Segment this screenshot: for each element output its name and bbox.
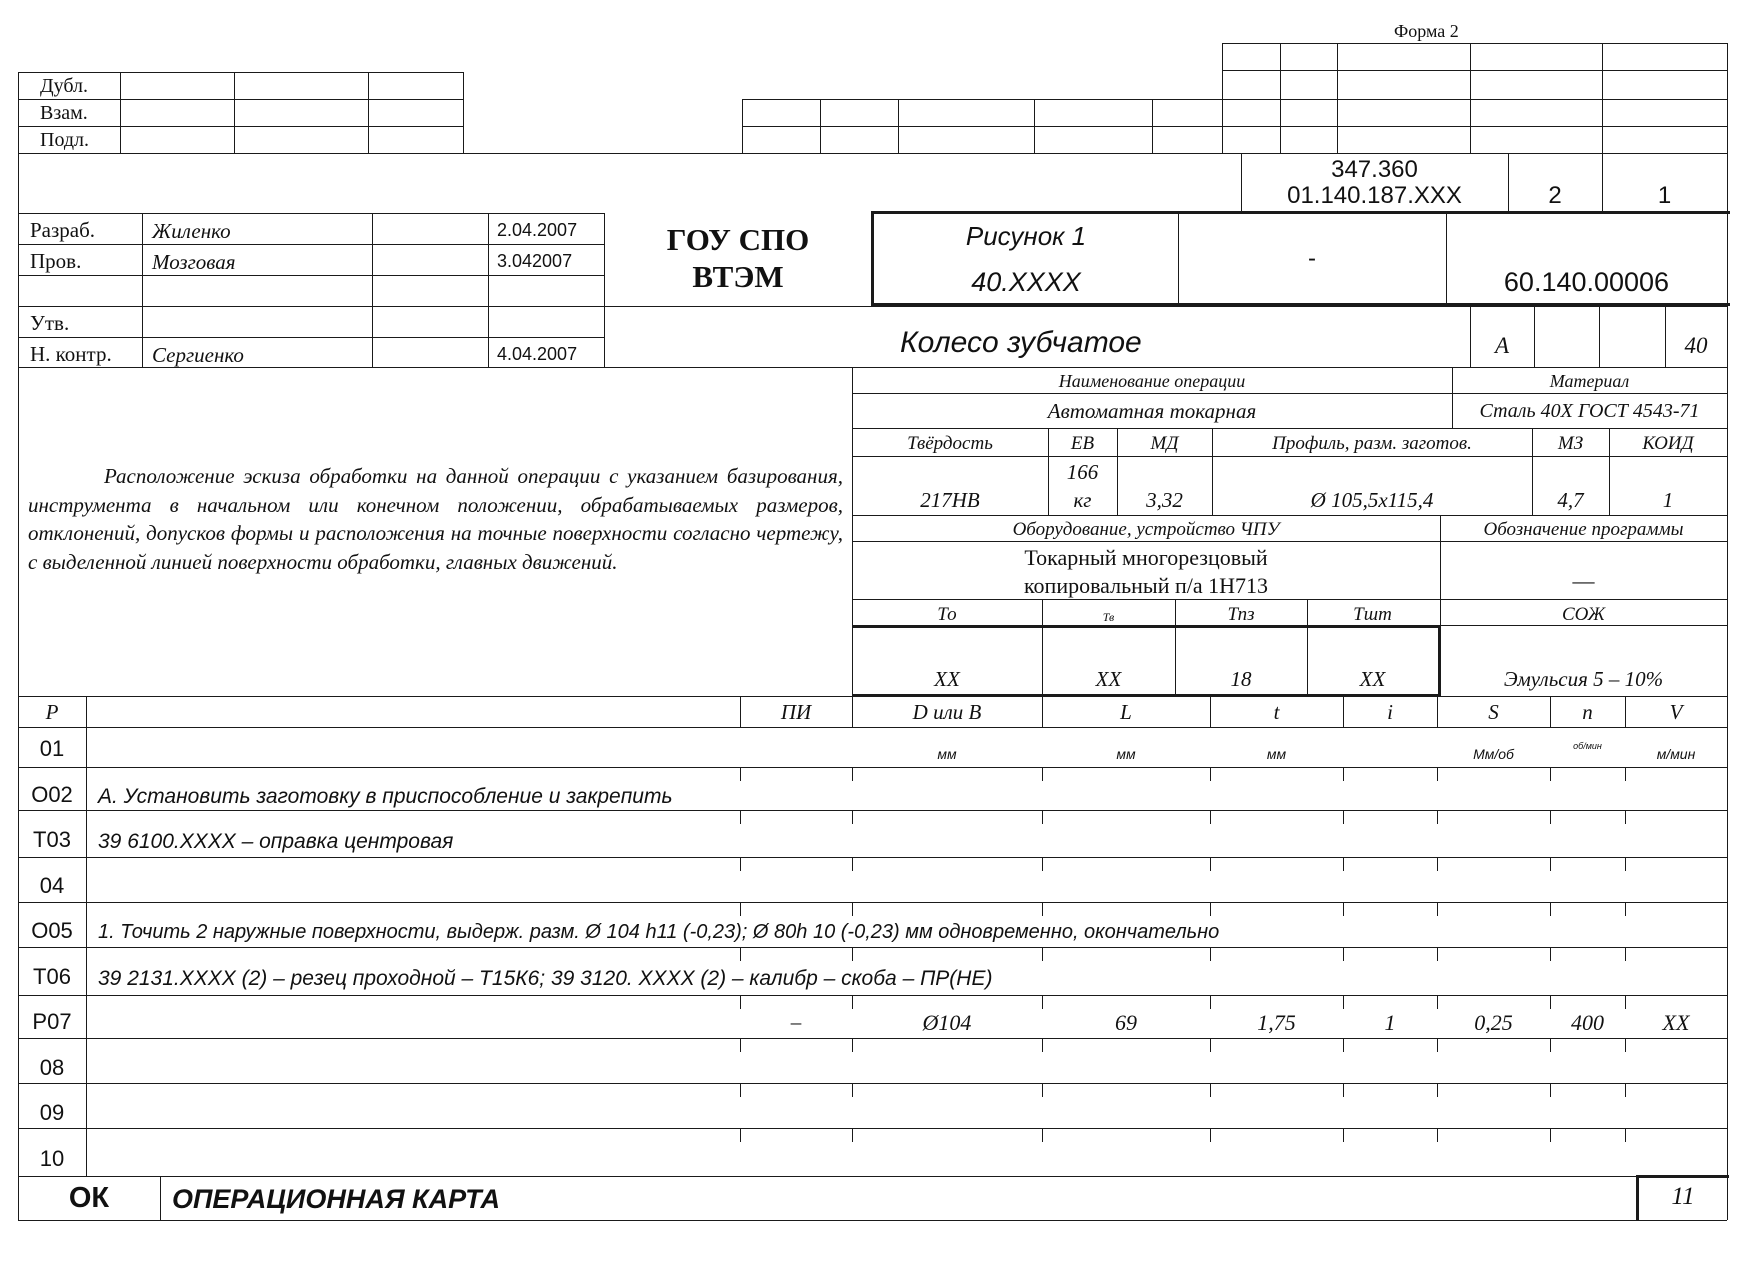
part-name: Колесо зубчатое	[900, 326, 1142, 359]
column-tick	[1437, 767, 1438, 781]
column-tick	[1625, 902, 1626, 916]
figure-code: 40.XXXX	[971, 267, 1081, 297]
operation-name-header: Наименование операции	[1058, 371, 1246, 391]
header-n: n	[1582, 700, 1593, 724]
row-code: О02	[31, 782, 73, 807]
row-i: 1	[1384, 1010, 1396, 1035]
header-koid: КОИД	[1642, 433, 1694, 454]
rule	[852, 428, 1727, 429]
column-tick	[1625, 995, 1626, 1009]
column-tick	[1210, 947, 1211, 961]
header-eb: ЕВ	[1070, 433, 1095, 454]
eb-value: 166	[1066, 460, 1099, 484]
rule	[18, 767, 1727, 768]
unit-t: мм	[1266, 746, 1287, 762]
column-tick	[1437, 947, 1438, 961]
signature-date: 4.04.2007	[497, 344, 578, 364]
column-tick	[1042, 1038, 1043, 1052]
rule	[18, 947, 1727, 948]
header-l: L	[1120, 700, 1132, 724]
column-tick	[1550, 810, 1551, 824]
rule	[368, 72, 369, 153]
sheets-total: 2	[1548, 182, 1562, 209]
column-tick	[740, 902, 741, 916]
column-tick	[1210, 1083, 1211, 1097]
header-s: S	[1488, 700, 1499, 724]
column-tick	[1625, 947, 1626, 961]
column-tick	[740, 767, 741, 781]
header-mz: МЗ	[1557, 433, 1584, 454]
column-tick	[740, 1083, 741, 1097]
row-v: ХХ	[1662, 1010, 1690, 1035]
rule	[18, 1176, 1727, 1177]
rule	[1534, 306, 1535, 367]
program-value: —	[1572, 568, 1595, 593]
row-text: 39 2131.XXXX (2) – резец проходной – Т15К6; 39 3120. XXXX (2) – калибр – скоба – ПР(НЕ)	[98, 967, 993, 990]
equipment-line1: Токарный многорезцовый	[1024, 545, 1268, 570]
header-t: t	[1273, 700, 1280, 724]
column-tick	[1343, 810, 1344, 824]
signature-name: Жиленко	[152, 219, 231, 243]
column-tick	[740, 1038, 741, 1052]
column-tick	[1437, 995, 1438, 1009]
rule	[18, 1083, 1727, 1084]
signature-date: 3.042007	[497, 251, 573, 271]
signature-name: Сергиенко	[152, 343, 244, 367]
rule	[488, 213, 489, 367]
row-code: 08	[39, 1055, 65, 1080]
rule	[18, 126, 463, 127]
column-tick	[1550, 902, 1551, 916]
md-value: 3,32	[1146, 488, 1183, 512]
row-s: 0,25	[1474, 1010, 1513, 1035]
column-tick	[852, 857, 853, 871]
material: Сталь 40Х ГОСТ 4543-71	[1479, 400, 1700, 422]
column-tick	[1625, 1128, 1626, 1142]
time-header-to: То	[937, 604, 957, 625]
rule	[160, 1176, 161, 1220]
time-value-tv: ХХ	[1095, 667, 1122, 691]
time-header-tsht: Тшт	[1353, 604, 1392, 625]
rule	[18, 810, 1727, 811]
unit-n: об/мин	[1573, 741, 1602, 751]
row-code: Т06	[33, 964, 71, 989]
hardness-value: 217НВ	[920, 488, 980, 512]
document-number-bottom: 01.140.187.XXX	[1287, 182, 1462, 209]
column-tick	[852, 1128, 853, 1142]
column-tick	[740, 1128, 741, 1142]
row-text: 1. Точить 2 наружные поверхности, выдерж. разм. Ø 104 h11 (-0,23); Ø 80h 10 (-0,23) мм одновременно, окончательно	[98, 921, 1220, 943]
rule	[742, 99, 1727, 100]
column-tick	[740, 947, 741, 961]
rule	[1599, 306, 1600, 367]
column-tick	[740, 995, 741, 1009]
column-tick	[1437, 810, 1438, 824]
rule	[372, 213, 373, 367]
rule	[1222, 43, 1223, 153]
row-code: Т03	[33, 827, 71, 852]
time-header-tv: Тв	[1102, 610, 1115, 624]
rule	[852, 393, 1727, 394]
rule	[1637, 1175, 1729, 1178]
column-tick	[852, 1038, 853, 1052]
column-tick	[1437, 857, 1438, 871]
part-designation: 60.140.00006	[1503, 267, 1670, 297]
column-tick	[1625, 767, 1626, 781]
rule	[18, 275, 604, 276]
rule	[18, 995, 1727, 996]
rule	[1222, 70, 1727, 71]
eb-unit: кг	[1073, 488, 1092, 512]
rule	[852, 456, 1727, 457]
rule	[18, 1038, 1727, 1039]
signature-role: Утв.	[30, 311, 70, 335]
stamp-label-dubl: Дубл.	[40, 75, 89, 97]
column-tick	[1042, 947, 1043, 961]
rule	[18, 367, 1727, 368]
column-tick	[1343, 995, 1344, 1009]
header-v: V	[1669, 700, 1683, 724]
row-code: 04	[39, 873, 65, 898]
row-code: О05	[31, 918, 73, 943]
equipment-header: Оборудование, устройство ЧПУ	[1012, 519, 1280, 540]
column-tick	[1550, 1128, 1551, 1142]
rule	[18, 696, 1727, 697]
rule	[852, 625, 1440, 628]
unit-d: мм	[937, 746, 957, 762]
rule	[1470, 43, 1471, 153]
column-tick	[852, 1083, 853, 1097]
rule	[18, 727, 1727, 728]
column-tick	[1210, 810, 1211, 824]
column-tick	[1042, 902, 1043, 916]
column-tick	[1042, 810, 1043, 824]
rule	[1034, 99, 1035, 153]
row-d: Ø104	[922, 1010, 972, 1035]
column-tick	[1042, 857, 1043, 871]
unit-s: Мм/об	[1473, 746, 1514, 762]
organization-line1: ГОУ СПО	[666, 222, 810, 257]
stamp-label-podl: Подл.	[40, 129, 90, 151]
row-n: 400	[1571, 1010, 1604, 1035]
mz-value: 4,7	[1557, 488, 1584, 512]
rule	[18, 337, 604, 338]
column-tick	[1210, 1038, 1211, 1052]
rule	[1337, 43, 1338, 153]
equipment-line2: копировальный п/а 1Н713	[1023, 573, 1269, 598]
rule	[1602, 43, 1603, 153]
rule	[898, 99, 899, 153]
program-header: Обозначение программы	[1483, 519, 1684, 540]
signature-name: Мозговая	[152, 250, 236, 274]
rule	[1152, 99, 1153, 153]
column-tick	[1625, 1038, 1626, 1052]
column-tick	[1343, 1038, 1344, 1052]
time-value-tsht: ХХ	[1359, 667, 1386, 691]
row-code: Р07	[32, 1009, 72, 1034]
organization-line2: ВТЭМ	[692, 259, 784, 294]
figure-dash: -	[1308, 245, 1316, 272]
rule	[234, 72, 235, 153]
column-tick	[1437, 1038, 1438, 1052]
rule	[852, 541, 1727, 542]
rule	[18, 72, 463, 73]
operation-name: Автоматная токарная	[1047, 399, 1257, 423]
column-tick	[1343, 857, 1344, 871]
column-tick	[1625, 810, 1626, 824]
column-tick	[1210, 902, 1211, 916]
profile-value: Ø 105,5х115,4	[1310, 488, 1434, 512]
rule	[742, 126, 1727, 127]
rule	[18, 244, 604, 245]
header-profile: Профиль, разм. заготов.	[1272, 433, 1472, 454]
column-tick	[1210, 767, 1211, 781]
column-tick	[740, 857, 741, 871]
rule	[18, 1220, 1727, 1221]
rule	[872, 211, 1730, 214]
rule	[872, 303, 1730, 306]
column-tick	[1042, 1128, 1043, 1142]
column-tick	[1625, 1083, 1626, 1097]
figure-title: Рисунок 1	[965, 221, 1087, 251]
column-tick	[1437, 1128, 1438, 1142]
time-value-to: ХХ	[934, 667, 960, 691]
signature-role: Н. контр.	[30, 342, 112, 366]
rule	[18, 153, 1727, 154]
column-tick	[1210, 857, 1211, 871]
rule	[852, 599, 1727, 600]
rule	[1727, 43, 1728, 211]
header-pi: ПИ	[780, 700, 812, 724]
header-d: D или В	[912, 700, 982, 724]
column-tick	[1550, 995, 1551, 1009]
time-value-tpz: 18	[1230, 667, 1252, 691]
column-tick	[852, 947, 853, 961]
rule	[18, 99, 463, 100]
rule	[18, 857, 1727, 858]
column-tick	[1042, 995, 1043, 1009]
rule	[1280, 43, 1281, 153]
column-tick	[1550, 857, 1551, 871]
signature-role: Разраб.	[30, 218, 96, 242]
document-number-top: 347.360	[1331, 156, 1418, 183]
footer-title: ОПЕРАЦИОННАЯ КАРТА	[172, 1184, 501, 1214]
header-hardness: Твёрдость	[907, 433, 993, 454]
row-code: 01	[39, 736, 65, 761]
row-t: 1,75	[1257, 1010, 1296, 1035]
row-text: А. Установить заготовку в приспособление и закрепить	[98, 785, 673, 808]
column-tick	[852, 767, 853, 781]
column-tick	[740, 810, 741, 824]
coolant-value: Эмульсия 5 – 10%	[1503, 667, 1664, 691]
row-pi: –	[790, 1010, 802, 1034]
header-md: МД	[1150, 433, 1179, 454]
sketch-description	[28, 462, 843, 576]
column-tick	[1550, 767, 1551, 781]
rule	[120, 72, 121, 153]
part-number: 40	[1684, 333, 1708, 358]
footer-code: ОК	[68, 1182, 110, 1214]
header-i: i	[1387, 700, 1393, 724]
footer-sheet: 11	[1671, 1183, 1695, 1210]
column-tick	[1343, 902, 1344, 916]
stamp-label-vzam: Взам.	[40, 102, 88, 124]
column-tick	[1550, 1083, 1551, 1097]
sheet-number: 1	[1657, 182, 1672, 209]
time-header-tpz: Тпз	[1227, 604, 1255, 625]
column-tick	[1343, 1083, 1344, 1097]
rule	[86, 696, 87, 1176]
column-tick	[852, 995, 853, 1009]
part-letter: А	[1494, 333, 1510, 358]
column-tick	[1042, 1083, 1043, 1097]
header-p: Р	[45, 700, 59, 724]
column-tick	[1550, 1038, 1551, 1052]
rule	[820, 99, 821, 153]
column-tick	[1550, 947, 1551, 961]
column-tick	[1437, 902, 1438, 916]
rule	[742, 99, 743, 153]
column-tick	[852, 902, 853, 916]
column-tick	[1343, 947, 1344, 961]
koid-value: 1	[1662, 488, 1674, 512]
form-number-label: Форма 2	[1394, 21, 1459, 41]
rule	[142, 213, 143, 367]
rule	[18, 213, 604, 214]
column-tick	[1042, 767, 1043, 781]
column-tick	[1210, 1128, 1211, 1142]
rule	[852, 515, 1727, 516]
signature-role: Пров.	[30, 249, 82, 273]
row-text: 39 6100.XXXX – оправка центровая	[98, 830, 454, 853]
unit-v: м/мин	[1656, 746, 1696, 762]
column-tick	[852, 810, 853, 824]
column-tick	[1437, 1083, 1438, 1097]
rule	[1727, 211, 1728, 1220]
row-l: 69	[1115, 1010, 1137, 1035]
column-tick	[1625, 857, 1626, 871]
signature-date: 2.04.2007	[497, 220, 578, 240]
rule	[18, 1128, 1727, 1129]
row-code: 10	[39, 1146, 65, 1171]
rule	[1222, 43, 1727, 44]
column-tick	[1343, 767, 1344, 781]
sketch-description-text: Расположение эскиза обработки на данной операции с указанием базирования, инструмента в начальном или конечном положении, обрабатываемых размеров, отклонений, допусков формы и расположения на точные поверхности согласно чертежу, с выделенной линией поверхности обработки, главных движений.	[28, 464, 843, 574]
column-tick	[1210, 995, 1211, 1009]
rule	[463, 72, 464, 153]
rule	[18, 902, 1727, 903]
row-code: 09	[39, 1100, 65, 1125]
material-header: Материал	[1549, 371, 1630, 391]
unit-l: мм	[1116, 746, 1136, 762]
coolant-header: СОЖ	[1561, 604, 1606, 625]
column-tick	[1343, 1128, 1344, 1142]
